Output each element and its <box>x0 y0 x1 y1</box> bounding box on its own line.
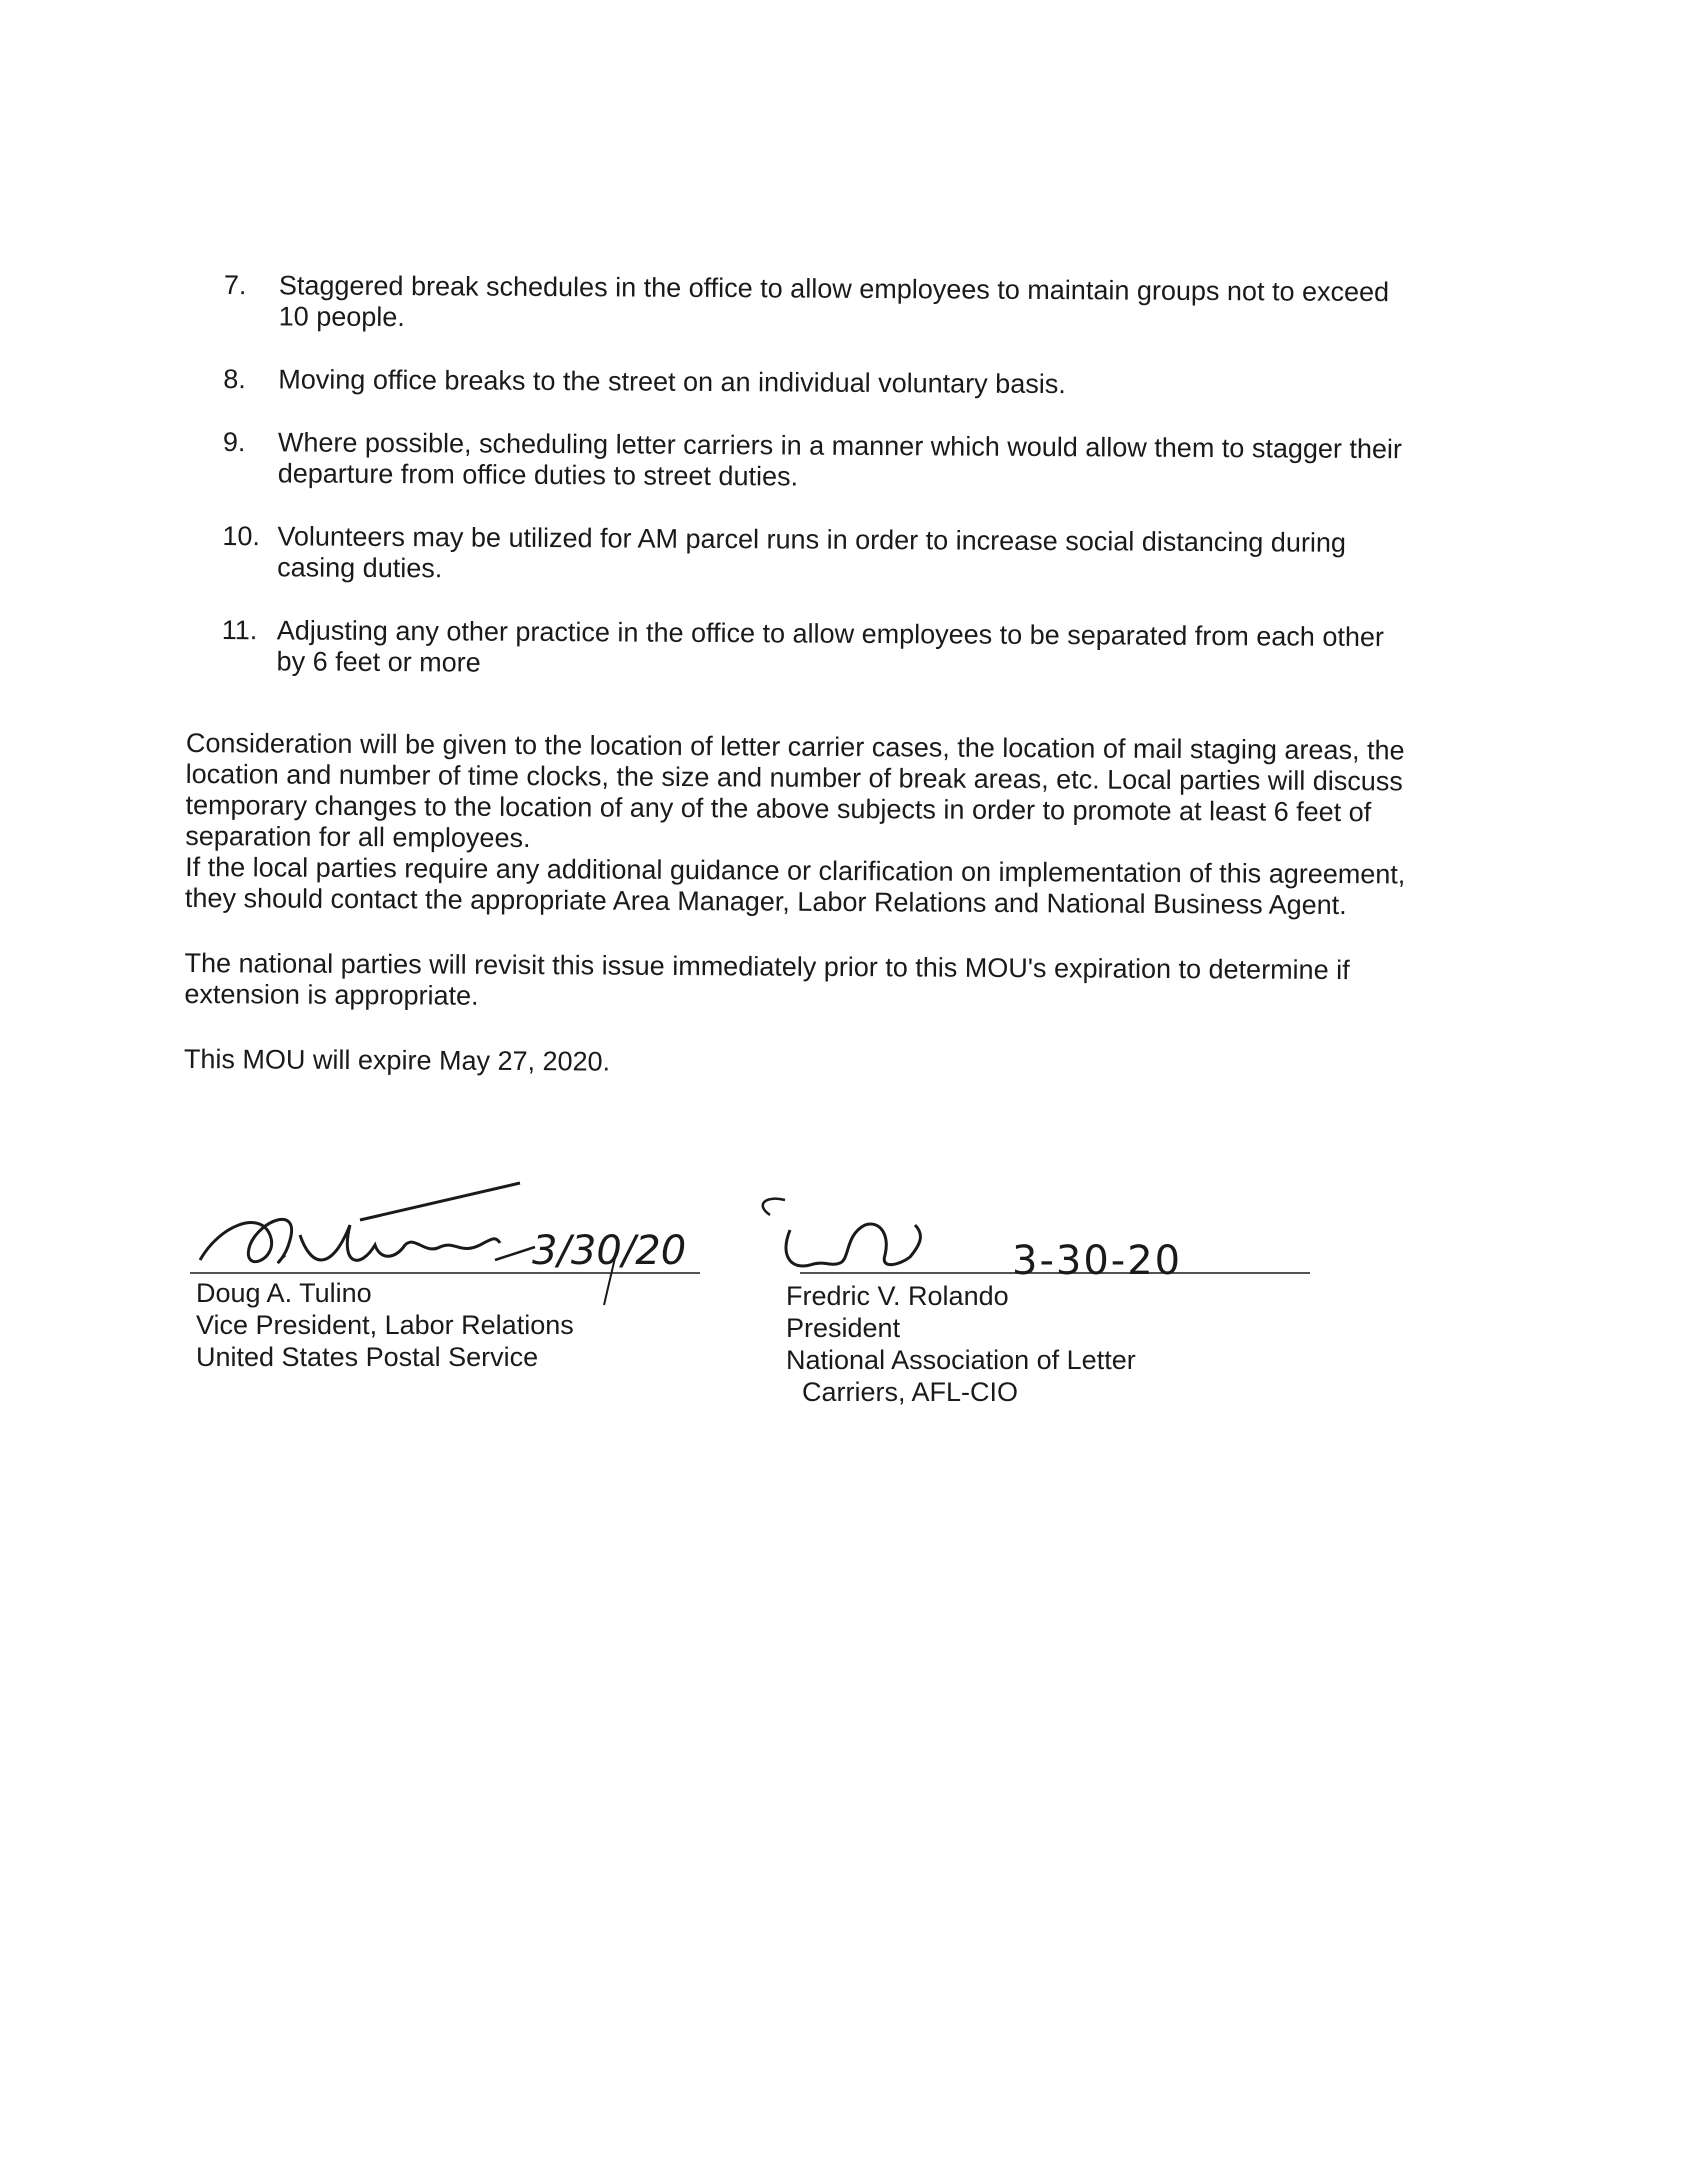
signatory-name: Doug A. Tulino <box>196 1278 372 1308</box>
item-number: 7. <box>223 270 247 301</box>
item-text: Adjusting any other practice in the office to allow employees to be separated from each other by 6 feet or more <box>276 615 1385 678</box>
signatory-name: Fredric V. Rolando <box>786 1281 1009 1311</box>
consideration-paragraph: Consideration will be given to the location of letter carrier cases, the location of mail staging areas, the location and number of time clocks, the size and number of break areas, etc. Local parties will discuss temporary changes to the location of any of the above subjects in order to promote at least 6 feet of separation for all employees. <box>185 728 1405 854</box>
item-text: Where possible, scheduling letter carriers in a manner which would allow them to stagger their departure from office duties to street duties. <box>277 427 1403 492</box>
list-item <box>224 270 1404 339</box>
signatory-organization: United States Postal Service <box>196 1342 539 1372</box>
expiry-paragraph: This MOU will expire May 27, 2020. <box>183 1043 611 1077</box>
signatory-organization: National Association of Letter <box>786 1345 1136 1375</box>
signatory-title: President <box>786 1313 901 1343</box>
measures-list <box>221 270 1404 716</box>
item-text: Moving office breaks to the street on an individual voluntary basis. <box>278 364 1066 400</box>
signatory-organization-cont: Carriers, AFL-CIO <box>802 1377 1019 1407</box>
item-text: Volunteers may be utilized for AM parcel runs in order to increase social distancing during casing duties. <box>277 521 1347 584</box>
item-number: 10. <box>222 520 261 552</box>
handwritten-date-right: 3-30-20 <box>1012 1238 1183 1284</box>
body-text <box>184 728 1416 1083</box>
item-number: 8. <box>223 363 246 395</box>
signatory-left <box>196 1277 736 1373</box>
item-number: 11. <box>221 614 258 646</box>
list-item <box>223 427 1403 496</box>
signatory-title: Vice President, Labor Relations <box>196 1310 574 1340</box>
list-item <box>222 615 1402 684</box>
guidance-paragraph: If the local parties require any additional guidance or clarification on implementation of this agreement, they should contact the appropriate Area Manager, Labor Relations and National Business Agent. <box>184 851 1406 921</box>
handwritten-date-left: 3/30/20 <box>532 1228 687 1274</box>
signatory-right <box>786 1280 1346 1408</box>
item-text: Staggered break schedules in the office to allow employees to maintain groups not to exceed 10 people. <box>278 270 1390 333</box>
item-number: 9. <box>222 426 246 458</box>
list-item <box>222 521 1402 590</box>
list-item <box>223 364 1403 402</box>
revisit-paragraph: The national parties will revisit this issue immediately prior to this MOU's expiration to determine if extension is appropriate. <box>184 947 1350 1011</box>
